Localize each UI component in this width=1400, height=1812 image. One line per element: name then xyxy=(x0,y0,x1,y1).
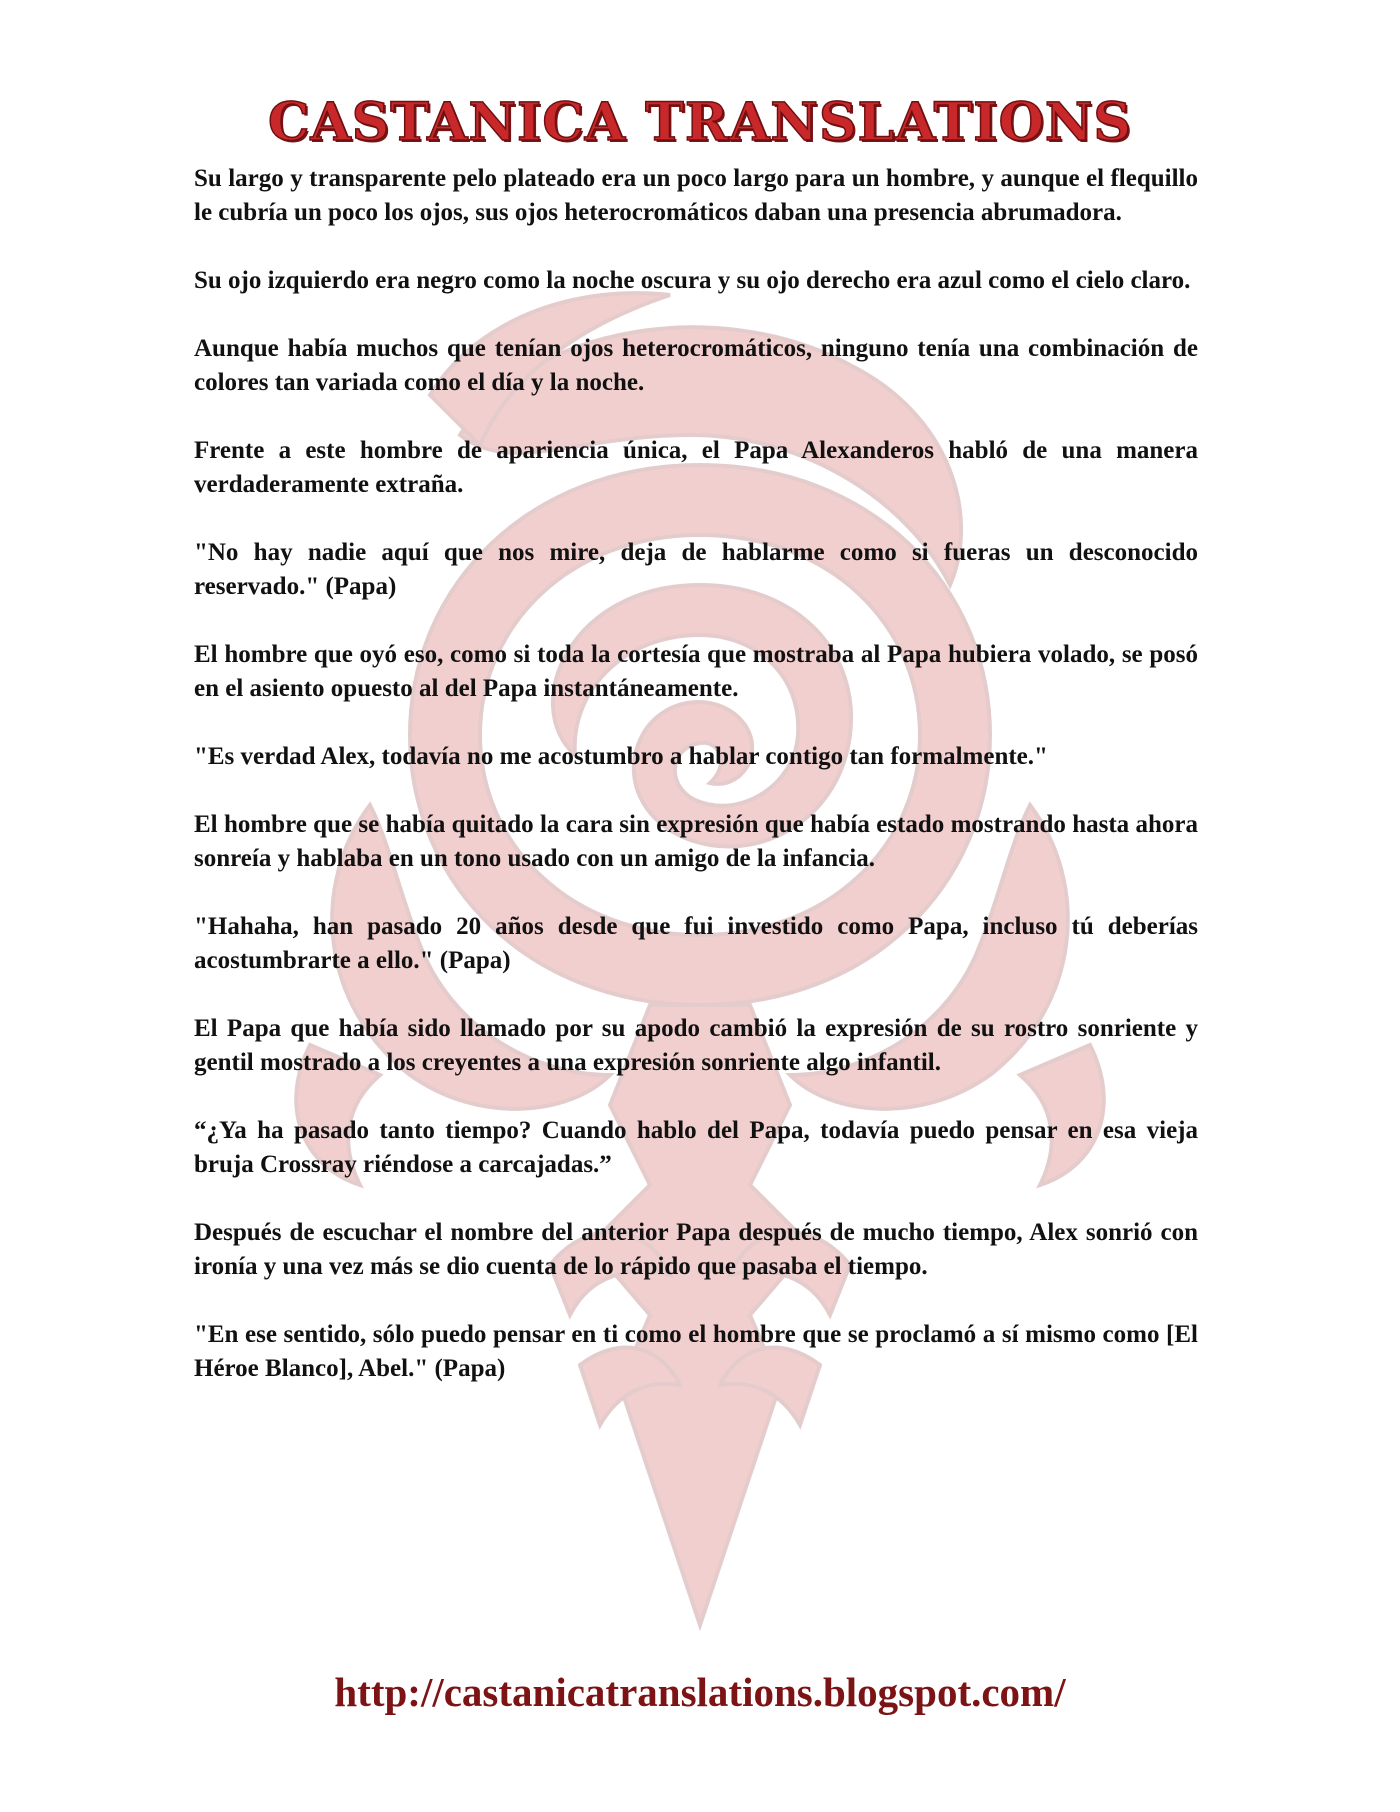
paragraph: Su largo y transparente pelo plateado era un poco largo para un hombre, y aunque el flequillo le cubría un poco los ojos, sus ojos heterocromáticos daban una presencia abrumadora. xyxy=(194,165,1198,226)
paragraph: “¿Ya ha pasado tanto tiempo? Cuando hablo del Papa, todavía puedo pensar en esa vieja bruja Crossray riéndose a carcajadas.” xyxy=(194,1117,1198,1178)
paragraph: "En ese sentido, sólo puedo pensar en ti como el hombre que se proclamó a sí mismo como [El Héroe Blanco], Abel." (Papa) xyxy=(194,1321,1198,1382)
document-body xyxy=(194,162,1198,1420)
paragraph: Después de escuchar el nombre del anterior Papa después de mucho tiempo, Alex sonrió con ironía y una vez más se dio cuenta de lo rápido que pasaba el tiempo. xyxy=(194,1219,1198,1280)
site-title: CASTANICA TRANSLATIONS xyxy=(268,92,1132,153)
paragraph: "No hay nadie aquí que nos mire, deja de hablarme como si fueras un desconocido reservado." (Papa) xyxy=(194,539,1198,600)
paragraph: El hombre que oyó eso, como si toda la cortesía que mostraba al Papa hubiera volado, se posó en el asiento opuesto al del Papa instantáneamente. xyxy=(194,641,1198,702)
paragraph: Aunque había muchos que tenían ojos heterocromáticos, ninguno tenía una combinación de colores tan variada como el día y la noche. xyxy=(194,335,1198,396)
paragraph: "Es verdad Alex, todavía no me acostumbro a hablar contigo tan formalmente." xyxy=(194,743,1048,770)
paragraph: El Papa que había sido llamado por su apodo cambió la expresión de su rostro sonriente y gentil mostrado a los creyentes a una expresión sonriente algo infantil. xyxy=(194,1015,1198,1076)
paragraph: Frente a este hombre de apariencia única, el Papa Alexanderos habló de una manera verdaderamente extraña. xyxy=(194,437,1198,498)
paragraph: Su ojo izquierdo era negro como la noche oscura y su ojo derecho era azul como el cielo claro. xyxy=(194,267,1191,294)
footer-link[interactable]: http://castanicatranslations.blogspot.com/ xyxy=(334,1669,1066,1715)
paragraph: "Hahaha, han pasado 20 años desde que fui investido como Papa, incluso tú deberías acostumbrarte a ello." (Papa) xyxy=(194,913,1198,974)
paragraph: El hombre que se había quitado la cara sin expresión que había estado mostrando hasta ahora sonreía y hablaba en un tono usado con un amigo de la infancia. xyxy=(194,811,1198,872)
